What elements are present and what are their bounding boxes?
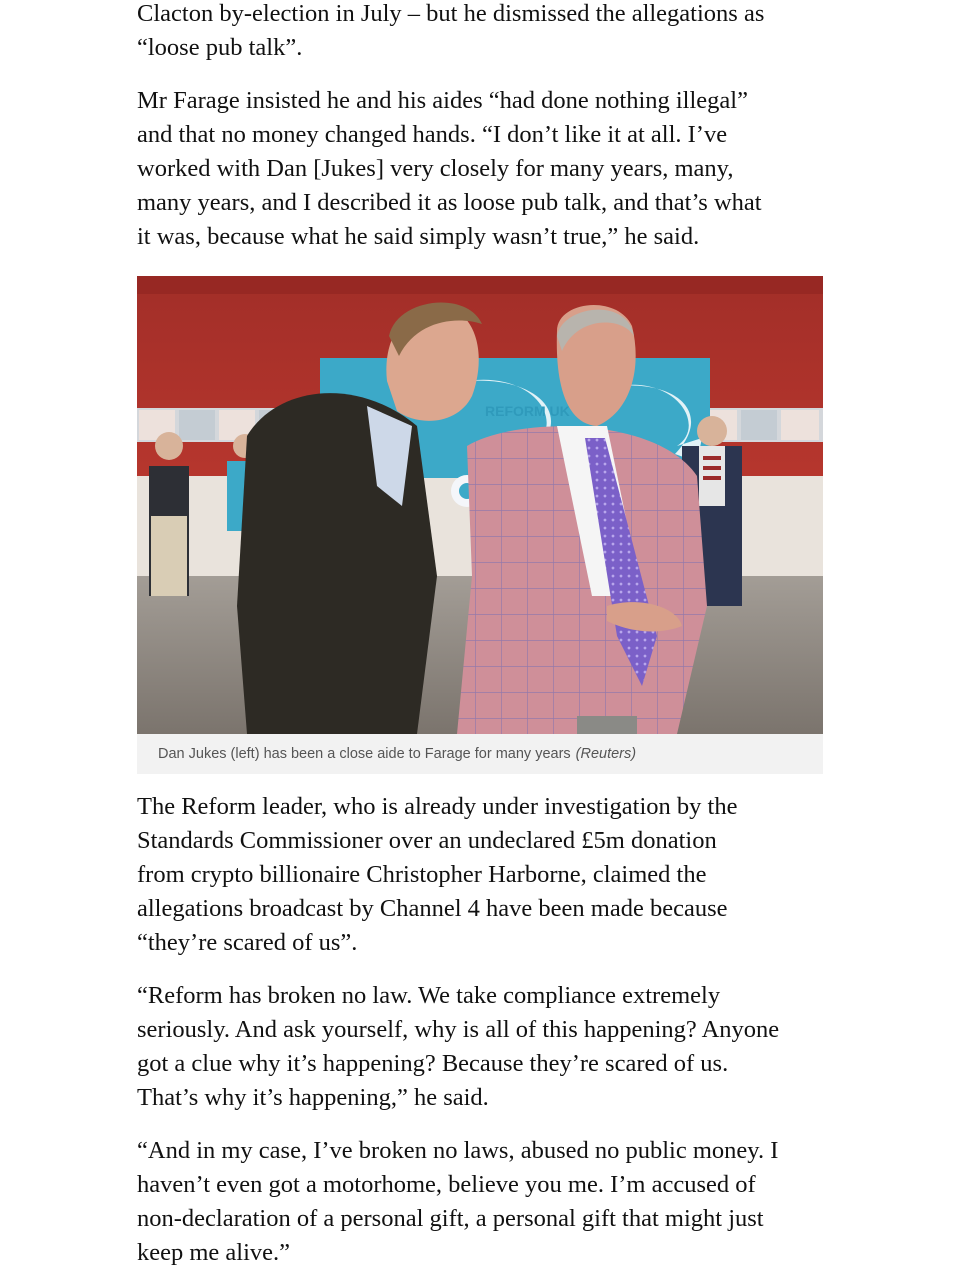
caption-text: Dan Jukes (left) has been a close aide to Farage for many years — [158, 746, 571, 762]
news-photo — [137, 276, 823, 734]
article-paragraph: Clacton by-election in July – but he dismissed the allegations as “loose pub talk”. — [137, 0, 765, 61]
article-paragraph: The Reform leader, who is already under investigation by the Standards Commissioner over an undeclared £5m donation from crypto billionaire Christopher Harborne, claimed the allegations broadcast by Channel 4 have been made because “they’re scared of us”. — [137, 793, 738, 956]
article-paragraph: Mr Farage insisted he and his aides “had done nothing illegal” and that no money changed hands. “I don’t like it at all. I’ve worked with Dan [Jukes] very closely for many years, many, many years, and I described it as loose pub talk, and that’s what it was, because what he said simply wasn’t true,” he said. — [137, 87, 762, 250]
figure-caption — [137, 734, 823, 774]
caption-credit: (Reuters) — [575, 746, 637, 762]
article-figure — [137, 276, 823, 774]
article-paragraph: “And in my case, I’ve broken no laws, abused no public money. I haven’t even got a motorhome, believe you me. I’m accused of non-declaration of a personal gift, a personal gift that might just keep me alive.” — [137, 1137, 779, 1266]
article-paragraph: “Reform has broken no law. We take compliance extremely seriously. And ask yourself, why is all of this happening? Anyone got a clue why it’s happening? Because they’re scared of us. That’s why it’s happening,” he said. — [137, 982, 780, 1111]
banner-text: REFORM UK — [485, 403, 570, 419]
